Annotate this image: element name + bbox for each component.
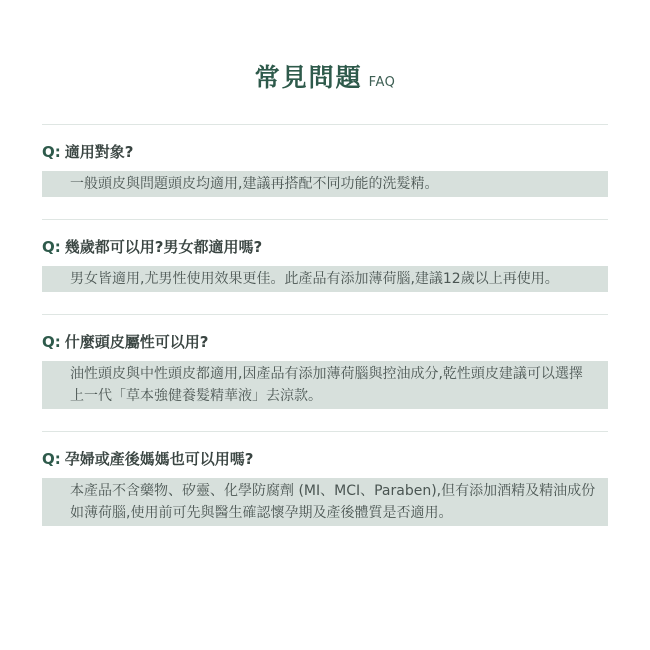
faq-item <box>42 314 608 431</box>
question-prefix: Q: <box>42 450 61 468</box>
faq-answer: 一般頭皮與問題頭皮均適用,建議再搭配不同功能的洗髮精。 <box>42 171 608 197</box>
faq-item <box>42 431 608 548</box>
faq-question <box>42 237 608 257</box>
question-text: 適用對象? <box>64 143 134 161</box>
page-header <box>0 58 650 94</box>
question-prefix: Q: <box>42 333 61 351</box>
question-text: 孕婦或產後媽媽也可以用嗎? <box>64 450 254 468</box>
faq-question <box>42 142 608 162</box>
question-text: 幾歲都可以用?男女都適用嗎? <box>64 238 263 256</box>
question-prefix: Q: <box>42 143 61 161</box>
faq-answer: 油性頭皮與中性頭皮都適用,因產品有添加薄荷腦與控油成分,乾性頭皮建議可以選擇上一代「草本強健養髮精華液」去涼款。 <box>42 361 608 409</box>
question-text: 什麼頭皮屬性可以用? <box>64 333 209 351</box>
faq-item <box>42 219 608 314</box>
faq-answer: 男女皆適用,尤男性使用效果更佳。此產品有添加薄荷腦,建議12歲以上再使用。 <box>42 266 608 292</box>
faq-answer: 本產品不含藥物、矽靈、化學防腐劑 (MI、MCI、Paraben),但有添加酒精及精油成份如薄荷腦,使用前可先與醫生確認懷孕期及產後體質是否適用。 <box>42 478 608 526</box>
faq-item <box>42 124 608 219</box>
page-subtitle: FAQ <box>368 75 396 90</box>
question-prefix: Q: <box>42 238 61 256</box>
page-title: 常見問題 <box>254 63 363 92</box>
faq-question <box>42 449 608 469</box>
faq-question <box>42 332 608 352</box>
faq-list <box>42 124 608 548</box>
